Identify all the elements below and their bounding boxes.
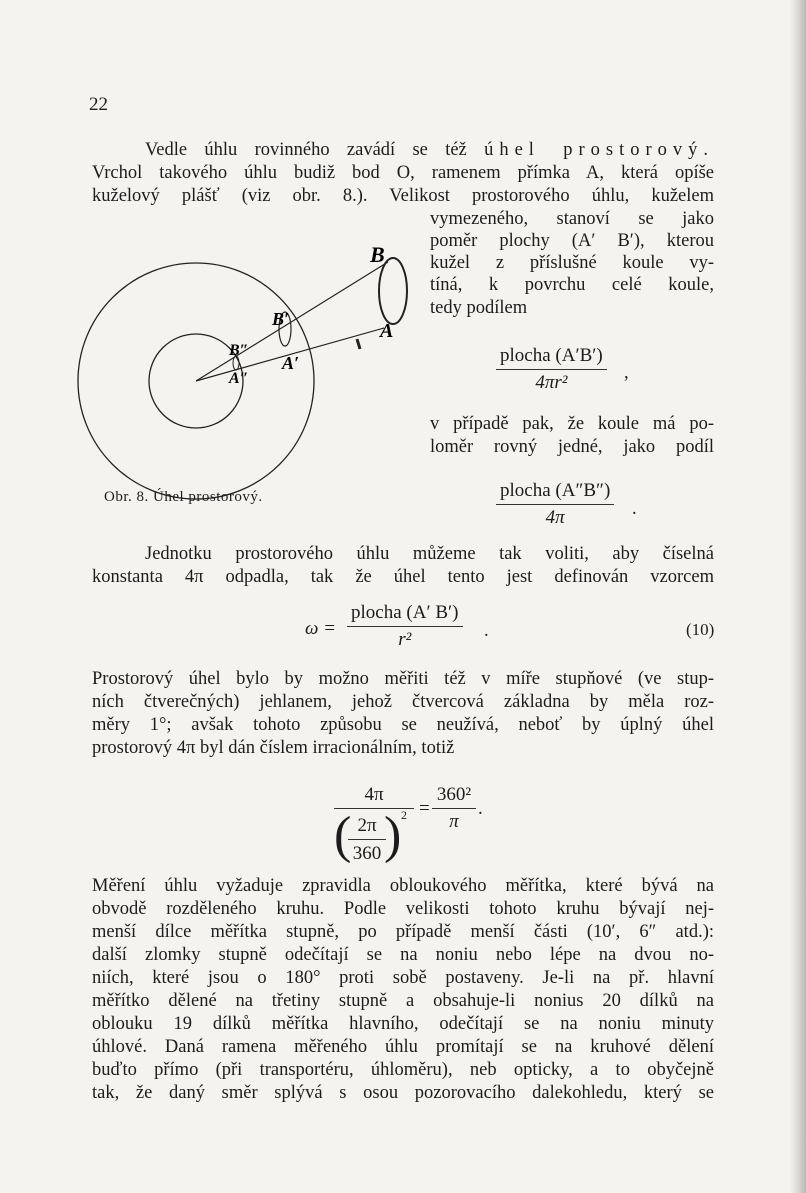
para4-line: oblouku 19 dílků měřítka hlavního, odečítají se na noniu minuty [92,1014,714,1034]
para4-line: další zlomky stupně odečítají se na noniu nebo lépe na dvou no- [92,945,714,965]
label-B-double-prime: B″ [229,342,249,359]
right-col-line: tedy podílem [430,298,528,318]
spaced-term: úhel prostorový. [484,140,714,160]
para1-line2: Vrchol takového úhlu budiž bod O, ramenem přímka A, která opíše [92,163,714,183]
para4-line: úhlové. Daná ramena měřeného úhlu promítají se na kruhové dělení [92,1037,714,1057]
eq10-lhs: ω = [305,618,336,639]
right-paren: ) [384,807,402,864]
label-A: A [380,320,394,342]
eq-right-bar [432,808,476,809]
paren-bar [348,839,386,840]
para4-line: tak, že daný směr splývá s osou pozorovacího dalekohledu, který se [92,1083,714,1103]
para4-line: menší dílce měřítka stupně, po případě menší části (10′, 6″ atd.): [92,922,714,942]
equation-number: (10) [686,620,715,639]
para4-line: obvodě rozděleného kruhu. Podle velikosti tohoto kruhu bývají nej- [92,899,714,919]
para3-last-line: prostorový 4π byl dán číslem irracionálním, totiž [92,738,455,758]
para2-line2: konstanta 4π odpadla, tak že úhel tento jest definován vzorcem [92,567,714,587]
eq-right-den: π [449,811,459,832]
para1-line3: kuželový plášť (viz obr. 8.). Velikost prostorového úhlu, kuželem [92,186,714,206]
left-paren: ( [334,807,352,864]
para2-line1: Jednotku prostorového úhlu můžeme tak voliti, aby číselná [145,544,714,564]
right-col-line: v případě pak, že koule má po- [430,414,714,434]
eq-right-num: 360² [436,784,472,805]
speck-mark [357,339,360,349]
para3-line: ních čtverečných) jehlanem, jehož čtvercová základna by měla roz- [92,692,714,712]
para3-line: měry 1°; avšak tohoto způsobu se neužívá, neboť by úplný úhel [92,715,714,735]
fraction-denominator: 4πr² [535,372,568,393]
paren-den: 360 [352,843,382,864]
figure-caption: Obr. 8. Úhel prostorový. [104,489,263,505]
para4-line: buďto přímo (při transportéru, úhloměru), neb opticky, a to obyčejně [92,1060,714,1080]
para4-line: Měření úhlu vyžaduje zpravidla obloukového měřítka, které bývá na [92,876,714,896]
fraction-bar [347,626,463,627]
right-col-line: kužel z příslušné koule vy- [430,253,714,273]
fraction-trail: , [624,363,629,383]
para3-line: Prostorový úhel bylo by možno měřiti též v míře stupňové (ve stup- [92,669,714,689]
label-A-double-prime: A″ [229,370,249,387]
right-col-line: vymezeného, stanoví se jako [430,209,714,229]
exponent: 2 [401,808,407,822]
right-col-line: tíná, k povrchu celé koule, [430,275,714,295]
fraction-numerator: plocha (A″B″) [500,480,611,501]
para4-line: niích, které jsou o 180° proti sobě postaveny. Je-li na př. hlavní [92,968,714,988]
eq-trail: . [478,798,483,819]
fraction-numerator: plocha (A′ B′) [351,602,459,623]
label-A-prime: A′ [282,353,300,373]
label-B-prime: B′ [272,309,290,329]
fraction-denominator: 4π [545,507,565,528]
equals-sign: = [419,798,430,819]
label-B: B [370,242,385,267]
base-ellipse-large [379,258,407,324]
page-number: 22 [89,94,108,115]
right-col-line: loměr rovný jedné, jako podíl [430,437,714,457]
eq-paren-group [334,807,402,874]
eq10-fraction [347,602,463,651]
right-col-line: poměr plochy (A′ B′), kterou [430,231,714,251]
paren-num: 2π [357,815,377,836]
para1-line1: Vedle úhlu rovinného zavádí se též úhel prostorový. [145,140,714,160]
eq10-trail: . [484,621,489,641]
eq-left-num: 4π [364,784,384,805]
fraction-numerator: plocha (A′B′) [500,345,603,366]
para4-line: měřítko dělené na třetiny stupně a obsahuje-li nonius 20 dílků na [92,991,714,1011]
fraction-denominator: r² [398,629,412,650]
fraction-trail: . [632,499,637,519]
